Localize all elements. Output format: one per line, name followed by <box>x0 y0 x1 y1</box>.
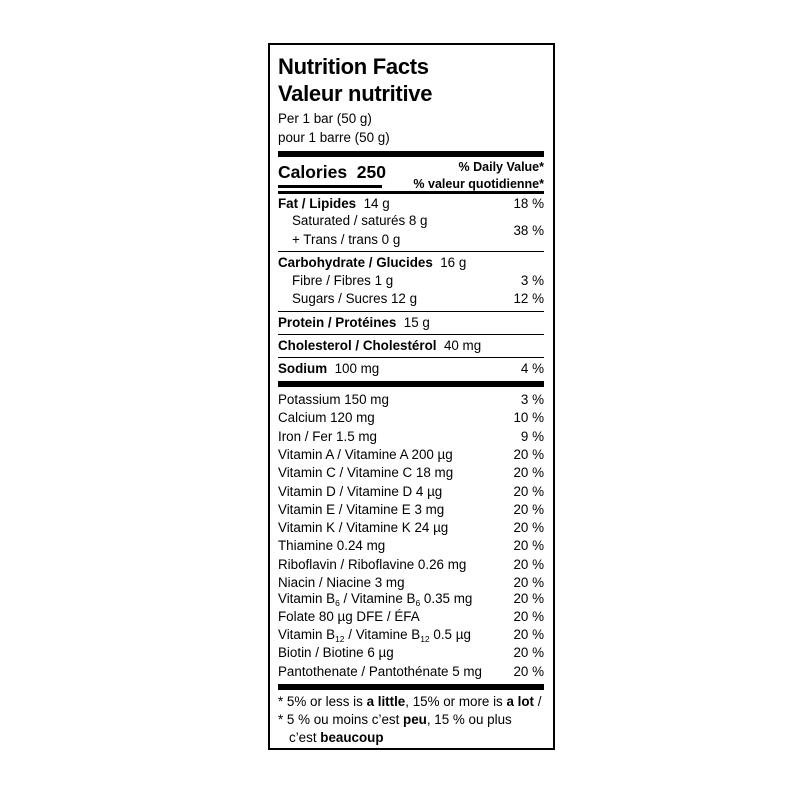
rule-after-sodium <box>278 381 544 387</box>
sodium-row <box>278 361 379 377</box>
nutrient-row: Vitamin E / Vitamine E 3 mg <box>278 502 445 517</box>
fn-fr-pre: * 5 % ou moins c’est <box>278 712 404 727</box>
rule-after-calories <box>278 191 544 194</box>
nutrient-dv: 20 % <box>513 520 544 535</box>
nutrient-dv: 9 % <box>520 429 544 444</box>
rule-before-footnote <box>278 684 544 690</box>
calories-rule <box>278 185 382 188</box>
fn-en-lot: a lot <box>506 694 535 709</box>
fn-fr-beaucoup: beaucoup <box>320 730 384 745</box>
nutrient-row: Iron / Fer 1.5 mg <box>278 429 377 444</box>
vitamin-b12-row <box>278 627 471 643</box>
fibre-row: Fibre / Fibres 1 g <box>292 273 394 288</box>
carbohydrate-row <box>278 255 466 271</box>
nutrient-dv: 20 % <box>513 575 544 590</box>
b6-sub1: 6 <box>335 598 340 608</box>
sat-trans-dv: 38 % <box>513 223 544 238</box>
footnote-fr <box>278 712 512 728</box>
vitamin-b6-dv: 20 % <box>513 591 544 606</box>
nutrient-dv: 20 % <box>513 557 544 572</box>
pantothenate-row: Pantothenate / Pantothénate 5 mg <box>278 664 482 679</box>
footnote-en <box>278 694 541 710</box>
protein-row <box>278 315 430 331</box>
fn-en-post: / <box>534 694 542 709</box>
protein-label: Protein / Protéines <box>278 315 397 330</box>
sugars-row: Sugars / Sucres 12 g <box>292 291 418 306</box>
fibre-dv: 3 % <box>520 273 544 288</box>
biotin-row: Biotin / Biotine 6 µg <box>278 645 394 660</box>
nutrient-dv: 20 % <box>513 502 544 517</box>
fn-fr-mid: , 15 % ou plus <box>426 712 512 727</box>
b12-sub1: 12 <box>335 634 345 644</box>
nutrient-row: Niacin / Niacine 3 mg <box>278 575 405 590</box>
nutrient-row: Vitamin D / Vitamine D 4 µg <box>278 484 443 499</box>
fat-dv: 18 % <box>513 196 544 211</box>
nutrient-row: Vitamin K / Vitamine K 24 µg <box>278 520 449 535</box>
cholesterol-amount: 40 mg <box>443 338 482 353</box>
carbohydrate-label: Carbohydrate / Glucides <box>278 255 433 270</box>
fn-en-pre: * 5% or less is <box>278 694 367 709</box>
protein-amount: 15 g <box>403 315 430 330</box>
cholesterol-label: Cholesterol / Cholestérol <box>278 338 437 353</box>
nutrient-row: Calcium 120 mg <box>278 410 375 425</box>
calories-label <box>278 162 386 182</box>
calories-word: Calories <box>278 162 348 182</box>
footnote-fr-line2 <box>289 730 384 746</box>
b6-part3: 0.35 mg <box>420 591 473 606</box>
biotin-dv: 20 % <box>513 645 544 660</box>
fn-en-mid: , 15% or more is <box>405 694 507 709</box>
b12-part1: Vitamin B <box>278 627 336 642</box>
title-en: Nutrition Facts <box>278 54 429 79</box>
fat-label: Fat / Lipides <box>278 196 357 211</box>
serving-fr: pour 1 barre (50 g) <box>278 130 390 145</box>
nutrient-dv: 10 % <box>513 410 544 425</box>
trans-row: + Trans / trans 0 g <box>292 232 401 247</box>
nutrition-facts-content <box>278 45 544 748</box>
b12-part2: / Vitamine B <box>344 627 421 642</box>
nutrition-facts-panel <box>268 43 555 750</box>
nutrient-dv: 20 % <box>513 447 544 462</box>
rule-after-protein <box>278 334 544 335</box>
sugars-dv: 12 % <box>513 291 544 306</box>
calories-value: 250 <box>356 162 386 182</box>
fat-amount: 14 g <box>363 196 390 211</box>
folate-dv: 20 % <box>513 609 544 624</box>
nutrient-dv: 3 % <box>520 392 544 407</box>
pantothenate-dv: 20 % <box>513 664 544 679</box>
vitamin-b6-row <box>278 591 472 607</box>
daily-value-en: % Daily Value* <box>458 160 544 174</box>
sodium-dv: 4 % <box>520 361 544 376</box>
nutrient-row: Potassium 150 mg <box>278 392 389 407</box>
b6-sub2: 6 <box>415 598 421 608</box>
serving-en: Per 1 bar (50 g) <box>278 111 372 126</box>
rule-after-serving <box>278 151 544 157</box>
b6-part2: / Vitamine B <box>339 591 416 606</box>
fn-en-little: a little <box>366 694 406 709</box>
daily-value-fr: % valeur quotidienne* <box>413 177 544 191</box>
b12-sub2: 12 <box>420 634 430 644</box>
title-fr: Valeur nutritive <box>278 81 433 106</box>
b12-part3: 0.5 µg <box>429 627 471 642</box>
rule-after-cholesterol <box>278 357 544 358</box>
nutrient-row: Riboflavin / Riboflavine 0.26 mg <box>278 557 467 572</box>
nutrient-dv: 20 % <box>513 484 544 499</box>
fn-fr-peu: peu <box>403 712 427 727</box>
rule-after-carbohydrate <box>278 311 544 312</box>
nutrient-row: Vitamin A / Vitamine A 200 µg <box>278 447 453 462</box>
cholesterol-row <box>278 338 481 354</box>
nutrient-dv: 20 % <box>513 538 544 553</box>
rule-after-fat <box>278 251 544 252</box>
folate-row: Folate 80 µg DFE / ÉFA <box>278 609 420 624</box>
sodium-label: Sodium <box>278 361 328 376</box>
nutrient-row: Thiamine 0.24 mg <box>278 538 386 553</box>
nutrient-row: Vitamin C / Vitamine C 18 mg <box>278 465 454 480</box>
carbohydrate-amount: 16 g <box>440 255 467 270</box>
fat-row <box>278 196 390 212</box>
nutrient-dv: 20 % <box>513 465 544 480</box>
sodium-amount: 100 mg <box>334 361 380 376</box>
vitamin-b12-dv: 20 % <box>513 627 544 642</box>
b6-part1: Vitamin B <box>278 591 336 606</box>
fn-fr-line2-pre: c’est <box>289 730 321 745</box>
saturated-row: Saturated / saturés 8 g <box>292 213 428 228</box>
